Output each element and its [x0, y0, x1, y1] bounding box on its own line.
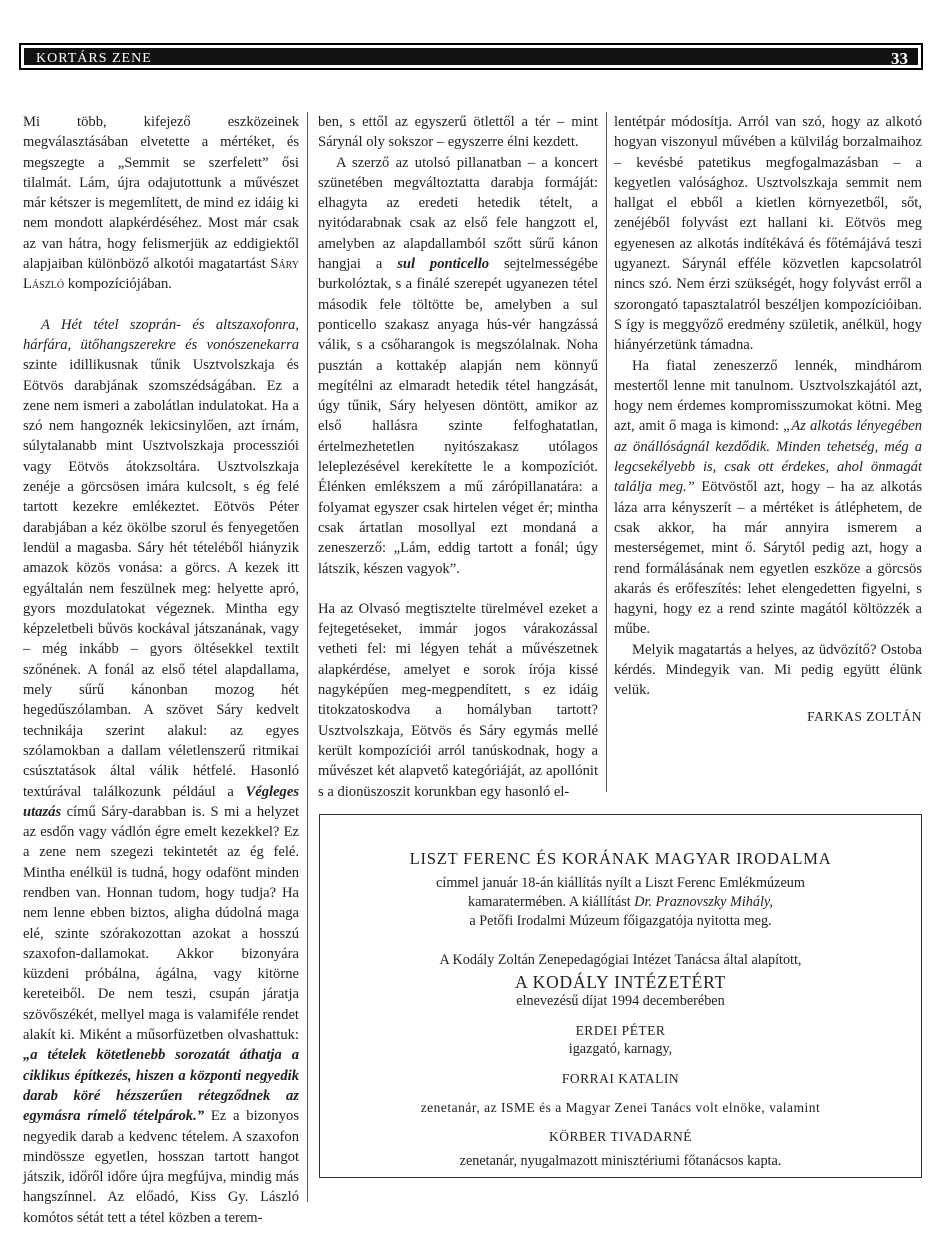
section-header-bar: [19, 43, 923, 70]
composer-name: Sáry László: [23, 256, 299, 293]
quote: „Az alkotás lényegében az önállóságnál kezdődik. Minden tehetség, még a legcsekélyebb is, csak ott érdekes, ahol önmagát találja meg.”: [614, 418, 922, 496]
text: A szerző az utolsó pillanatban – a koncert szünetében megváltoztatta darabja formáját: elhagyta az eredeti hetedik tételt, a nyitódarabnak csak az első fele hangzott el, amelyben az alapdallamból szőtt sűrű kánon hangjai a: [318, 154, 598, 273]
header-band: [24, 48, 918, 68]
text: sejtelmességébe burkolóztak, s a finálé szerepét ugyanezen tétel második fele töltötte be, amelyben a sul ponticello szakasz anyaga hús-vér hangzássá válik, s a csőharangok is megszólalnak. Noha pusztán a kottakép alapján nem könnyű megítélni az elmaradt hetedik tétel hangzását, úgy tűnik, Sáry helyesen döntött, amikor az első hallásra szinte felfoghatatlan, értelmezhetetlen nyitószakasz utólagos leleplezésével kerekítette le a kompozíciót. Élénken emlékszem a mű zárópillanatára: a folyamat egyszer csak hirtelen véget ér; mintha csak ártatlan mosollyal ezt mondaná a zeneszerző: „Lám, eddig tartott a fonál; úgy látszik, készen vagyok”.: [318, 256, 598, 577]
text: Ha fiatal zeneszerző lennék, mindhárom mestertől lenne mit tanulnom. Usztvolszkajától azt, hogy nem érdemes kompromisszumokat kötni. Meg azt, amit ő maga is kimond:: [614, 357, 922, 435]
article-column-2: [318, 112, 598, 802]
text: Mi több, kifejező eszközeinek megválasztásában elvetette a mértéket, és megszegte a „Semmit se szerfelett” ősi tilalmát. Lám, újra odajutottunk a művészet már kétszer is megemlített, de mind ez idáig ki nem mondott alapkérdéséhez. Most már csak az van hátra, hogy felismerjük az eddigiektől alapjaiban különböző alkotói magatartást: [23, 114, 299, 273]
term: sul ponticello: [397, 256, 490, 273]
text: kamaratermében. A kiállítást: [468, 894, 635, 910]
quote: „a tételek kötetlenebb sorozatát áthatja a ciklikus építkezés, hiszen a központi negyedik darab köré hézszerűen rétegződnek az egymásra rímelő tételpárok.”: [23, 1047, 299, 1125]
column-divider: [606, 112, 607, 792]
person-name: Dr. Praznovszky Mihály,: [634, 894, 773, 910]
work-title: Végleges utazás: [23, 783, 299, 820]
column-divider: [307, 112, 308, 1202]
article-column-3: [614, 112, 922, 727]
section-title: KORTÁRS ZENE: [36, 51, 152, 66]
text: kompozíciójában.: [64, 276, 172, 293]
text: Ez a bizonyos negyedik darab a kedvenc tételem. A szaxofon mindössze egyetlen, hosszan tartott hangot játszik, időről időre újra megfújva, mindig más hangszínnel. Az előadó, Kiss Gy. László komótos sétát tett a tétel közben a terem-: [23, 1108, 299, 1226]
announcement-line: elnevezésű díjat 1994 decemberében: [516, 993, 725, 1009]
laureate-role: zenetanár, az ISME és a Magyar Zenei Tanács volt elnöke, valamint: [420, 1100, 821, 1115]
paragraph: [318, 153, 598, 579]
paragraph: [23, 315, 299, 1228]
announcement-line: A Kodály Zoltán Zenepedagógiai Intézet Tanácsa által alapított,: [439, 952, 802, 968]
text: című Sáry-darabban is. S mi a helyzet az esdőn vagy vádlón égre emelt kezekkel? Ez a zene nem szegezi tekintetét az ég felé. Mintha enélkül is tudná, hogy odafönt minden rendben van. Honnan tudom, hogy tudja? Ha nem lenne ebben biztos, aligha dúdolná maga elé, szinte szórakozottan azokat a hosszú szaxofon-dallamokat. Akkor bizonyára küzdeni próbálna, ágálna, vagy kitörne kereteiből. De nem teszi, csupán járatja szövőszékét, mellyel maga is valamiféle rendet alakít ki. Miként a műsorfüzetben olvashattuk:: [23, 803, 299, 1044]
paragraph: Ha az Olvasó megtisztelte türelmével ezeket a fejtegetéseket, immár jogos várakozással vetheti fel: mi légyen tehát a művészetnek alapkérdése, amelyet e sorok írója kissé nagyképűen meg-megpendített, s ez idáig titokzatoskodva a homályban tartott? Usztvolszkaja, Eötvös és Sáry egymás mellé került kompozíciói arról tanúskodnak, hogy a művészet két alapvető kategóriáját, az apollónit s a dionüszoszit korunkban egy hasonló el-: [318, 600, 598, 800]
paragraph: lentétpár módosítja. Arról van szó, hogy az alkotó hogyan viszonyul művében a külvilág borzalmaihoz – kevésbé patetikus megfogalmazásban – a kegyetlen valósághoz. Usztvolszkaja semmit nem hallgat el ebből a kietlen környezetből, sőt, zenéjéből folyvást ezt hallani ki. Eötvös meg egyenesen az alkotás indítékává és főtémájává teszi ugyanezt. Sárynál efféle közvetlen kapcsolatról nincs szó. Nem érzi szükségét, hogy folyvást erről a szorongató tapasztalatról beszéljen kompozícióiban. S így is meggyőző eredmény születik, anélkül, hogy hiányérzetünk támadna.: [614, 114, 922, 354]
exhibition-title: LISZT FERENC ÉS KORÁNAK MAGYAR IRODALMA: [409, 849, 832, 868]
announcement-line: [320, 893, 921, 912]
laureate-role: igazgató, karnagy,: [568, 1041, 673, 1057]
prize-title: A KODÁLY INTÉZETÉRT: [514, 972, 726, 992]
paragraph: [23, 112, 299, 295]
laureate-name: ERDEI PÉTER: [575, 1023, 666, 1038]
paragraph: ben, s ettől az egyszerű ötlettől a tér – mint Sárynál oly sokszor – egyszerre élni kezdett.: [318, 114, 598, 151]
announcement-box: [319, 814, 922, 1178]
paragraph: Melyik magatartás a helyes, az üdvözítő? Ostoba kérdés. Mindegyik van. Mi pedig együtt élünk velük.: [614, 641, 922, 699]
laureate-role: zenetanár, nyugalmazott minisztériumi főtanácsos kapta.: [459, 1153, 782, 1169]
text: szinte idillikusnak tűnik Usztvolszkaja és Eötvös darabjának szomszédságában. Ez a zene nem ismeri a zabolátlan indulatokat. Ha a szó nem hangoznék lekicsinylően, azt írnám, súlytalanabb mint Usztvolszkaja processziói vagy Eötvös átokzsoltára. Usztvolszkaja zenéje a görcsösen imára kulcsolt, s ég felé tartott kezekre emlékeztet. Eötvös Péter darabjában a kéz ökölbe szorul és fenyegetően lendül a magasba. Sáry hét tételéből hiányzik amazok közös vonása: a görcs. A kezek itt egyáltalán nem feszülnek meg: helyette apró, gyors mozdulatokat végeznek. Mintha egy képzeletbeli bűvös kockával játszanának, vagy – még inkább – gyors öltésekkel textilt szőnének. A fonál az első tétel alapdallama, mely sűrű kánonban mozog hét hegedűszólamban. A szövet Sáry kedvelt technikája szerint alakul: az egyes szólamokban a dallam véletlenszerű ritmikai csúsztatások által válik hétfelé. Hasonló textúrával találkozunk például a: [23, 357, 299, 800]
announcement-line: a Petőfi Irodalmi Múzeum főigazgatója nyitotta meg.: [469, 913, 772, 929]
laureate-name: FORRAI KATALIN: [561, 1071, 680, 1086]
announcement-line: címmel január 18-án kiállítás nyílt a Liszt Ferenc Emlékmúzeum: [436, 875, 805, 891]
text: Eötvöstől azt, hogy – ha az alkotás láza arra kényszerít – a mértéket is átléphetem, de csak akkor, ha már annyira ismerem a mesterségemet, mint ő. Sárytól pedig azt, hogy a rend formálásának nem egyetlen eszköze a görcsös akarás és erőfeszítés: lehet elengedetten figyelni, s hagyni, hogy ez a rend szinte magától költözzék a műbe.: [614, 479, 922, 638]
paragraph: [614, 356, 922, 640]
laureate-name: KÖRBER TIVADARNÉ: [549, 1129, 692, 1144]
article-column-1: [23, 112, 299, 1228]
author-signature: FARKAS ZOLTÁN: [807, 708, 922, 724]
work-title: A Hét tétel szoprán- és altszaxofonra, hárfára, ütőhangszerekre és vonószenekarra: [23, 316, 299, 353]
page-number: 33: [891, 49, 908, 68]
